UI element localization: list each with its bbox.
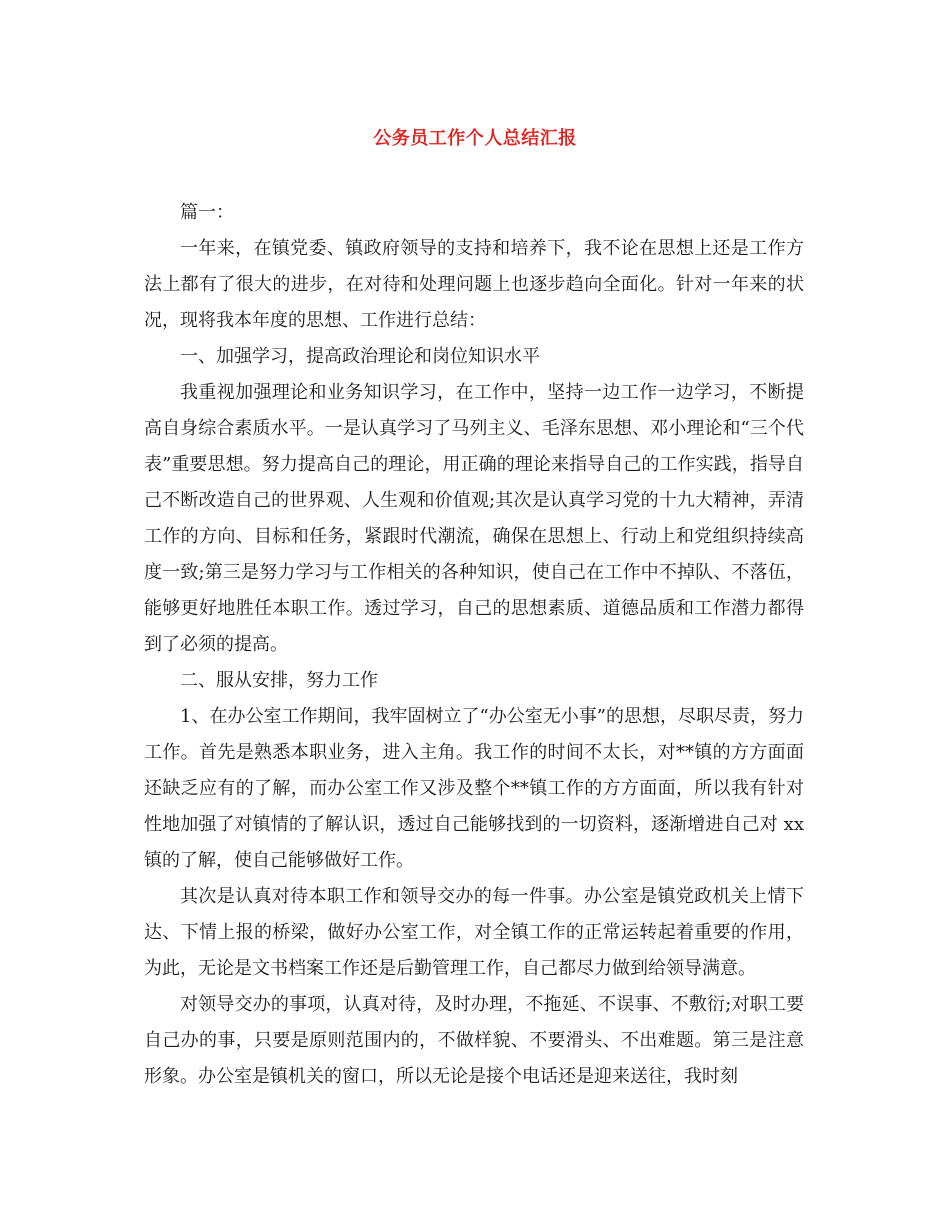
section-heading: 二、服从安排，努力工作 [180,670,378,691]
body-paragraph: 其次是认真对待本职工作和领导交办的每一件事。办公室是镇党政机关上情下达、下情上报的桥梁，做好办公室工作，对全镇工作的正常运转起着重要的作用，为此，无论是文书档案工作还是后勤管理工作，自己都尽力做到给领导满意。 [144,886,804,979]
section-heading: 一、加强学习，提高政治理论和岗位知识水平 [180,346,540,367]
body-paragraph: 一年来，在镇党委、镇政府领导的支持和培养下，我不论在思想上还是工作方法上都有了很大的进步，在对待和处理问题上也逐步趋向全面化。针对一年来的状况，现将我本年度的思想、工作进行总结： [144,238,804,331]
section-label: 篇一： [180,202,234,223]
body-paragraph: 对领导交办的事项，认真对待，及时办理，不拖延、不误事、不敷衍;对职工要自己办的事，只要是原则范围内的，不做样貌、不要滑头、不出难题。第三是注意形象。办公室是镇机关的窗口，所以无论是接个电话还是迎来送往，我时刻 [144,994,804,1087]
document-title: 公务员工作个人总结汇报 [373,128,577,149]
body-paragraph: 我重视加强理论和业务知识学习，在工作中，坚持一边工作一边学习，不断提高自身综合素质水平。一是认真学习了马列主义、毛泽东思想、邓小理论和“三个代表”重要思想。努力提高自己的理论，用正确的理论来指导自己的工作实践，指导自己不断改造自己的世界观、人生观和价值观;其次是认真学习党的十九大精神，弄清工作的方向、目标和任务，紧跟时代潮流，确保在思想上、行动上和党组织持续高度一致;第三是努力学习与工作相关的各种知识，使自己在工作中不掉队、不落伍，能够更好地胜任本职工作。透过学习，自己的思想素质、道德品质和工作潜力都得到了必须的提高。 [144,382,804,655]
body-paragraph: 1、在办公室工作期间，我牢固树立了“办公室无小事”的思想，尽职尽责，努力工作。首先是熟悉本职业务，进入主角。我工作的时间不太长，对**镇的方方面面还缺乏应有的了解，而办公室工作又涉及整个**镇工作的方方面面，所以我有针对性地加强了对镇情的了解认识，透过自己能够找到的一切资料，逐渐增进自己对 xx 镇的了解，使自己能够做好工作。 [144,706,804,871]
document-body [144,195,804,1095]
